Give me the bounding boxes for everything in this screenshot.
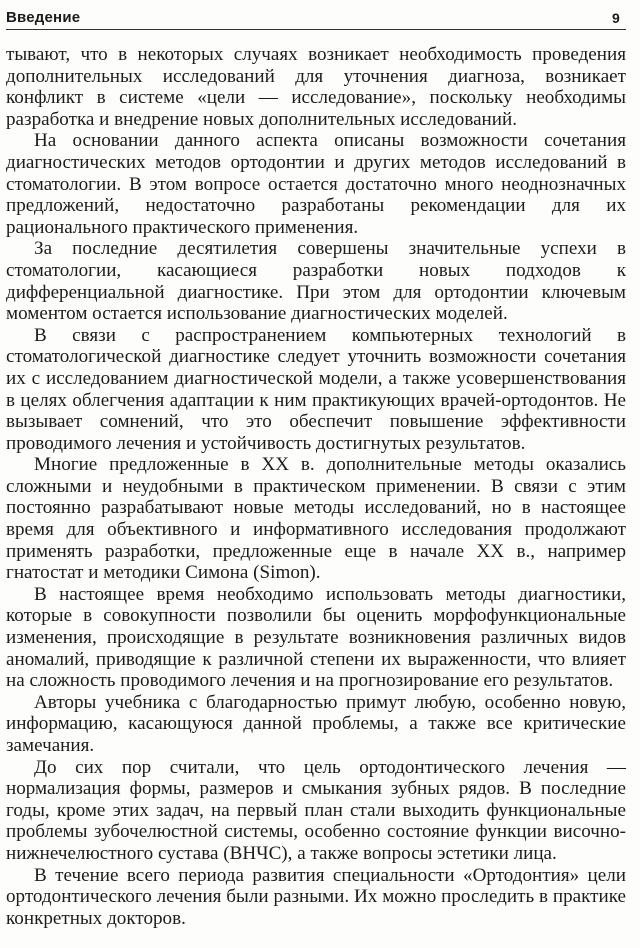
paragraph: В связи с распространением компьютерных технологий в стоматологической диагностике следует уточнить возможности сочетания их с исследованием диагностической модели, а также усовершенствования в целях облегчения адаптации к ним практикующих врачей-ортодонтов. Не вызывает сомнений, что это обеспечит повышение эффективности проводимого лечения и устойчивость достигнутых результатов. xyxy=(6,324,626,454)
page-number: 9 xyxy=(612,10,620,26)
paragraph: Авторы учебника с благодарностью примут любую, особенно новую, информацию, касающуюся данной проблемы, а также все критические замечания. xyxy=(6,691,626,756)
paragraph: тывают, что в некоторых случаях возникает необходимость проведения дополнительных исследований для уточнения диагноза, возникает конфликт в системе «цели — исследование», поскольку необходимы разработка и внедрение новых дополнительных исследований. xyxy=(6,44,626,130)
running-header xyxy=(6,0,626,30)
paragraph: За последние десятилетия совершены значительные успехи в стоматологии, касающиеся разработки новых подходов к дифференциальной диагностике. При этом для ортодонтии ключевым моментом остается использование диагностических моделей. xyxy=(6,238,626,325)
paragraph: В настоящее время необходимо использовать методы диагностики, которые в совокупности позволили бы оценить морфофункциональные изменения, происходящие в результате возникновения различных видов аномалий, приводящие к различной степени их выраженности, что влияет на сложность проводимого лечения и на прогнозирование его результатов. xyxy=(6,583,626,692)
paragraph: Многие предложенные в XX в. дополнительные методы оказались сложными и неудобными в практическом применении. В связи с этим постоянно разрабатывают новые методы исследований, но в настоящее время для объективного и информативного исследования продолжают применять разработки, предложенные еще в начале XX в., например гнатостат и методики Симона (Simon). xyxy=(6,454,626,584)
paragraph: До сих пор считали, что цель ортодонтического лечения — нормализация формы, размеров и смыкания зубных рядов. В последние годы, кроме этих задач, на первый план стали выходить функциональные проблемы зубочелюстной системы, особенно состояние функции височно-нижнечелюстного сустава (ВНЧС), а также вопросы эстетики лица. xyxy=(6,756,626,864)
body-text xyxy=(6,44,626,929)
section-title: Введение xyxy=(6,9,81,26)
paragraph: В течение всего периода развития специальности «Ортодонтия» цели ортодонтического лечения были разными. Их можно проследить в практике конкретных докторов. xyxy=(6,864,626,929)
paragraph: На основании данного аспекта описаны возможности сочетания диагностических методов ортодонтии и других методов исследований в стоматологии. В этом вопросе остается достаточно много неоднозначных предложений, недостаточно разработаны рекомендации для их рационального практического применения. xyxy=(6,130,626,238)
